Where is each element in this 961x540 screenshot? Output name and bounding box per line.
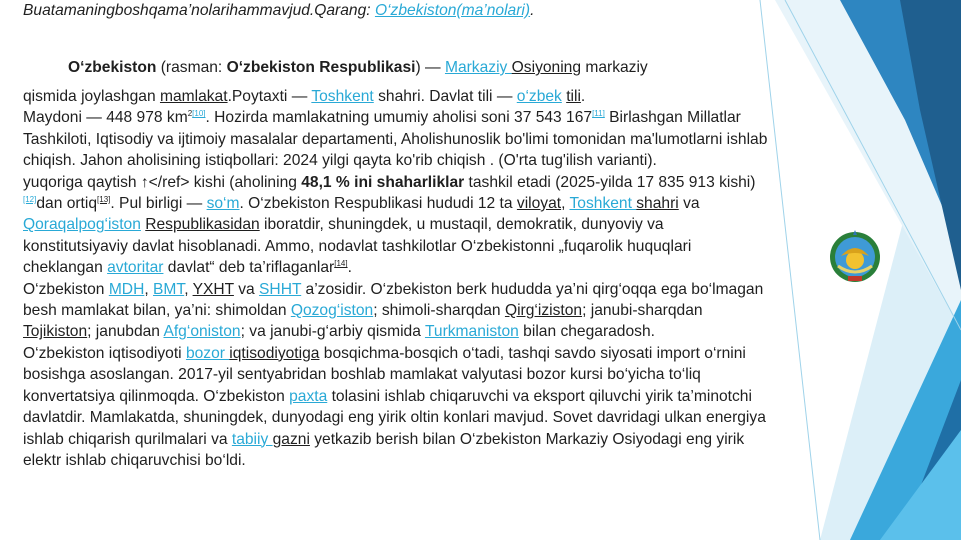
emblem-of-uzbekistan-icon [828, 226, 882, 288]
p4-text-10: bilan chegaradosh. [518, 323, 655, 341]
p5-text-2: bosqichma-bosqich o‘tadi, tashqi savdo siyosati import o‘rnini bosishga asoslangan. 2017-yil sentyabridan boshlab mamlakat valyutasi bozor kursi bo‘yicha to‘liq konvertatsiya qilinmoqda. O‘zbekiston [23, 344, 746, 405]
p5-text-4: yetkazib berish bilan O‘zbekiston Markaziy Osiyodagi eng yirik elektr ishlab chiqaruvchisi bo‘ldi. [23, 430, 745, 469]
p1-text-2: .Poytaxti — [227, 88, 312, 105]
link-mdh[interactable]: MDH [108, 280, 145, 298]
link-tabiiy[interactable]: tabiiy [231, 430, 273, 448]
link-tili[interactable]: tili [566, 88, 581, 105]
disambiguation-link[interactable]: O‘zbekiston(ma’nolari) [374, 2, 531, 19]
lead-text-3: markaziy [581, 59, 648, 76]
p4-text-3: , [184, 280, 193, 298]
link-markaziy[interactable]: Markaziy [444, 59, 512, 76]
p3-text-7: va [678, 195, 700, 213]
disambiguation-end: . [530, 2, 535, 19]
p3-text-5: . O‘zbekiston Respublikasi hududi 12 ta [239, 195, 517, 213]
link-afgoniston[interactable]: Afg‘oniston [163, 323, 241, 341]
paragraph-1 [23, 86, 768, 107]
link-mamlakat[interactable]: mamlakat [159, 88, 228, 105]
link-viloyat[interactable]: viloyat [516, 195, 562, 213]
km-superscript: 2 [187, 109, 193, 119]
p4-text-7: ; janubi-sharqdan [582, 302, 703, 320]
disambiguation-text: Buatamaningboshqama’nolarihammavjud.Qarang: [23, 2, 375, 19]
p1-text-5: . [580, 88, 586, 105]
link-qoraqalpogiston[interactable]: Qoraqalpog‘iston [23, 216, 141, 234]
country-name: O‘zbekiston [68, 59, 157, 76]
link-toshkent[interactable]: Toshkent [311, 88, 374, 105]
link-qozogiston[interactable]: Qozog‘iston [290, 302, 374, 320]
link-paxta[interactable]: paxta [289, 387, 328, 405]
official-name: O‘zbekiston Respublikasi [226, 59, 416, 76]
ref-10[interactable]: [10] [192, 109, 206, 119]
p3-text-10: davlat“ deb ta’riflaganlar [163, 259, 335, 277]
p5-text-3: tolasini ishlab chiqaruvchi va eksport qiluvchi yirik ta’minotchi davlatdir. Mamlakatda, shuningdek, dunyodagi eng yirik oltin konlari mavjud. Sovet davridagi ulkan energiya ishlab chiqarish qurilmalari va [23, 387, 766, 448]
p3-text-1: yuqoriga qaytish ↑</ref> kishi (aholining [23, 173, 302, 191]
p3-text-2: tashkil etadi (2025-yilda 17 835 913 kishi) [464, 173, 756, 191]
p4-text-9: ; va janubi-g‘arbiy qismida [240, 323, 425, 341]
link-tojikiston[interactable]: Tojikiston [23, 323, 88, 341]
link-respublikasidan[interactable]: Respublikasidan [145, 216, 260, 234]
ref-12[interactable]: [12] [23, 195, 37, 205]
p4-text-8: ; janubdan [87, 323, 164, 341]
p5-text-1: O‘zbekiston iqtisodiyoti [23, 344, 186, 362]
paragraph-4 [23, 279, 768, 343]
link-turkmaniston[interactable]: Turkmaniston [424, 323, 519, 341]
lead-paragraph [23, 57, 768, 78]
p3-text-11: . [347, 259, 352, 277]
ref-14[interactable]: [14] [334, 259, 348, 269]
p2-text-3: Birlashgan Millatlar Tashkiloti, Iqtisodiy va ijtimoiy masalalar departamenti, Aholishunoslik bo'limi tomonidan ma'lumotlarni ishlab chiqish. Jahon aholisining istiqbollari: 2024 yilgi qayta ko'rib chiqish . (O'rta tug'ilish varianti). [23, 109, 768, 170]
link-yxht[interactable]: YXHT [192, 280, 234, 298]
link-bmt[interactable]: BMT [153, 280, 185, 298]
link-avtoritar[interactable]: avtoritar [107, 259, 164, 277]
link-shahri[interactable]: shahri [636, 195, 679, 213]
p4-text-6: ; shimoli-sharqdan [373, 302, 505, 320]
p4-text-5: a’zosidir. O‘zbekiston berk hududda ya’ni qirg‘oqqa ega bo‘lmagan besh mamlakat bilan, ya’ni: shimoldan [23, 280, 764, 320]
p3-text-9: iboratdir, shuningdek, u mustaqil, demokratik, dunyoviy va konstitutsiyaviy davlat hisoblanadi. Ammo, nodavlat tashkilotlar O‘zbekistonni „fuqarolik huquqlari cheklangan [23, 216, 692, 277]
p3-text-4: . Pul birligi — [110, 195, 207, 213]
link-toshkent-2[interactable]: Toshkent [569, 195, 637, 213]
p1-text-1: qismida joylashgan [23, 88, 160, 105]
p2-text-2: . Hozirda mamlakatning umumiy aholisi soni 37 543 167 [205, 109, 593, 127]
lead-text-1: (rasman: [156, 59, 227, 76]
paragraph-2 [23, 107, 768, 171]
link-iqtisodiyotiga[interactable]: iqtisodiyotiga [229, 344, 320, 362]
link-osiyoning[interactable]: Osiyoning [511, 59, 582, 76]
p3-text-3: dan ortiq [36, 195, 98, 213]
link-qirgiziston[interactable]: Qirg‘iziston [504, 302, 583, 320]
p2-text-1: Maydoni — 448 978 km [23, 109, 188, 127]
ref-11[interactable]: [11] [592, 109, 605, 119]
p4-text-4: va [233, 280, 260, 298]
link-shht[interactable]: SHHT [259, 280, 302, 298]
p4-text-1: O‘zbekiston [23, 280, 109, 298]
lead-text-2: ) — [415, 59, 445, 76]
deco-line-1 [760, 0, 820, 540]
paragraph-3 [23, 172, 768, 279]
paragraph-5 [23, 343, 768, 471]
ref-13[interactable]: [13] [97, 195, 111, 205]
p4-text-2: , [144, 280, 153, 298]
link-gazni[interactable]: gazni [272, 430, 310, 448]
link-bozor[interactable]: bozor [185, 344, 230, 362]
disambiguation-note [23, 0, 534, 21]
link-som[interactable]: so‘m [206, 195, 240, 213]
p3-text-6: , [561, 195, 570, 213]
urban-share: 48,1 % ini shaharliklar [301, 173, 465, 191]
article-body [23, 86, 768, 471]
link-ozbek[interactable]: o‘zbek [516, 88, 562, 105]
p1-text-3: shahri. Davlat tili — [373, 88, 517, 105]
